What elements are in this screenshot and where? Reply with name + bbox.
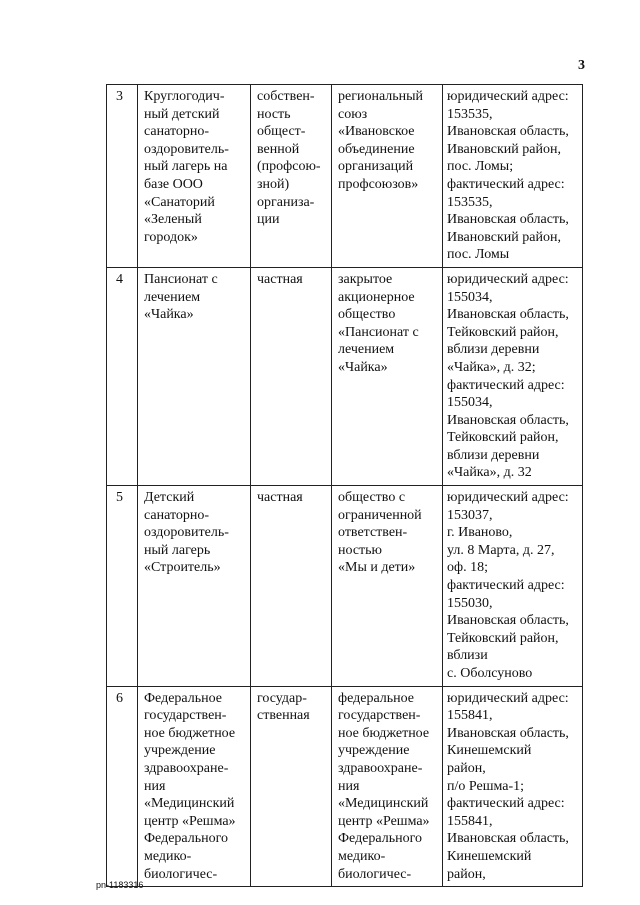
row-number: 6 bbox=[107, 686, 138, 887]
facility-name: Пансионат с лечением «Чайка» bbox=[138, 267, 251, 485]
ownership-form: частная bbox=[251, 486, 332, 687]
facilities-table bbox=[106, 84, 583, 887]
ownership-form: частная bbox=[251, 267, 332, 485]
facility-address: юридический адрес: 155034, Ивановская область, Тейковский район, вблизи деревни «Чайка», д. 32; фактический адрес: 155034, Ивановская область, Тейковский район, вблизи деревни «Чайка», д. 32 bbox=[443, 267, 583, 485]
page-number: 3 bbox=[578, 58, 585, 73]
facility-name: Круглогодич- ный детский санаторно- оздоровитель- ный лагерь на базе ООО «Санаторий «Зеленый городок» bbox=[138, 85, 251, 268]
row-number: 5 bbox=[107, 486, 138, 687]
ownership-form: собствен- ность общест- венной (профсою- зной) организа- ции bbox=[251, 85, 332, 268]
document-code: pn-1183316 bbox=[96, 880, 144, 890]
table-row bbox=[107, 85, 583, 268]
facility-name: Детский санаторно- оздоровитель- ный лагерь «Строитель» bbox=[138, 486, 251, 687]
row-number: 3 bbox=[107, 85, 138, 268]
facility-name: Федеральное государствен- ное бюджетное учреждение здравоохране- ния «Медицинский центр «Решма» Федерального медико- биологичес- bbox=[138, 686, 251, 887]
facility-address: юридический адрес: 153037, г. Иваново, ул. 8 Марта, д. 27, оф. 18; фактический адрес: 155030, Ивановская область, Тейковский район, вблизи с. Оболсуново bbox=[443, 486, 583, 687]
owner-organization: общество с ограниченной ответствен- ностью «Мы и дети» bbox=[332, 486, 443, 687]
table-row bbox=[107, 686, 583, 887]
ownership-form: государ- ственная bbox=[251, 686, 332, 887]
row-number: 4 bbox=[107, 267, 138, 485]
table-row bbox=[107, 267, 583, 485]
facility-address: юридический адрес: 155841, Ивановская область, Кинешемский район, п/о Решма-1; фактический адрес: 155841, Ивановская область, Кинешемский район, bbox=[443, 686, 583, 887]
facility-address: юридический адрес: 153535, Ивановская область, Ивановский район, пос. Ломы; фактический адрес: 153535, Ивановская область, Ивановский район, пос. Ломы bbox=[443, 85, 583, 268]
owner-organization: закрытое акционерное общество «Пансионат с лечением «Чайка» bbox=[332, 267, 443, 485]
table-row bbox=[107, 486, 583, 687]
owner-organization: федеральное государствен- ное бюджетное учреждение здравоохране- ния «Медицинский центр «Решма» Федерального медико- биологичес- bbox=[332, 686, 443, 887]
owner-organization: региональный союз «Ивановское объединение организаций профсоюзов» bbox=[332, 85, 443, 268]
